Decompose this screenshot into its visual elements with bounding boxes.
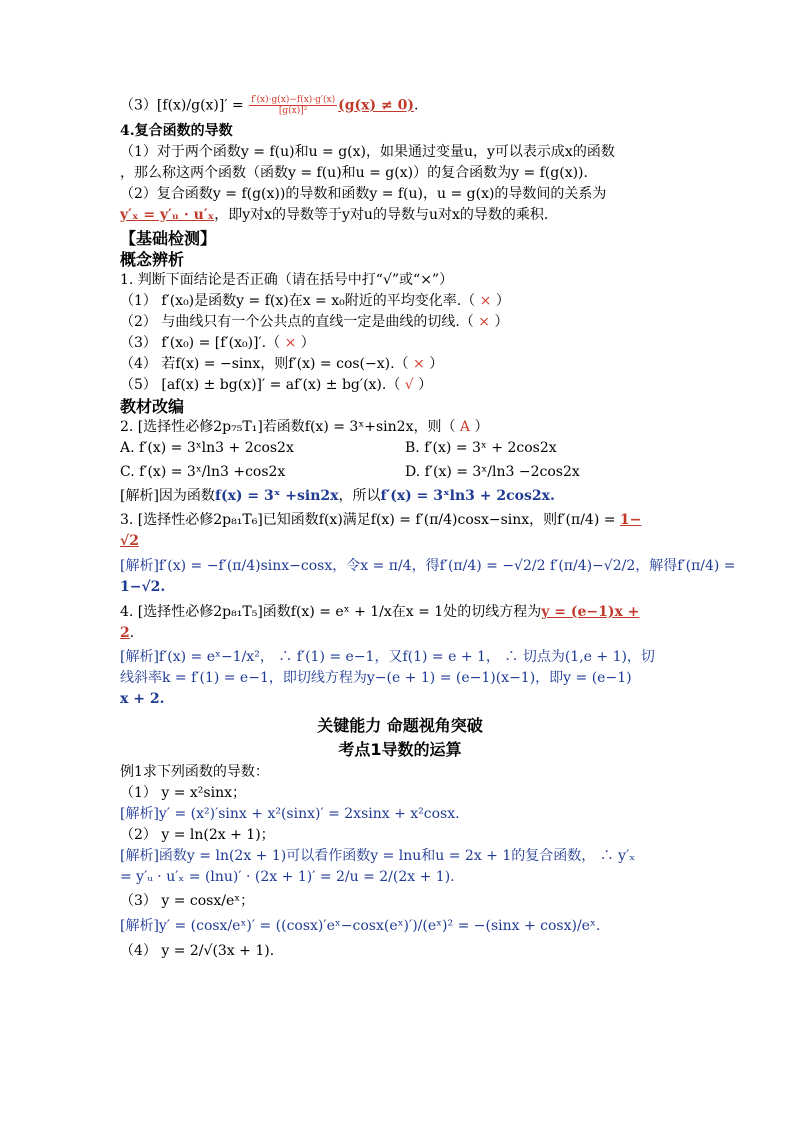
- quotient-rule-line: （3）[f(x)/g(x)]′ = $\frac{f'(x)\cdot g(x)-f(x)\cdot g'(x)}{\text{[g(x)]²}}$ (g(x) ≠ 0).: [120, 95, 419, 116]
- option-c: C. f′(x) = 3ˣ/ln3 +cos2x: [120, 463, 286, 480]
- option-b: B. f′(x) = 3ˣ + 2cos2x: [405, 439, 557, 456]
- section-heading-composite: 4.复合函数的导数: [120, 122, 233, 139]
- question-1-item-5: （5） [af(x) ± bg(x)]′ = af′(x) ± bg′(x).（ √ ）: [120, 376, 433, 393]
- question-3-solution: [解析]f′(x) = −f′(π/4)sinx−cosx，令x = π/4，得f′(π/4) = −√2/2 f′(π/4)−√2/2，解得f′(π/4) =: [120, 557, 736, 574]
- question-1-item-4: （4） 若f(x) = −sinx，则f′(x) = cos(−x).（ × ）: [120, 355, 444, 372]
- question-1-item-3: （3） f′(x₀) = [f′(x₀)]′.（ × ）: [120, 334, 315, 351]
- section-title-key-ability: 关键能力 命题视角突破: [317, 715, 483, 735]
- section-heading-basic-test: 【基础检测】: [120, 228, 217, 248]
- document-page: [120, 95, 736, 962]
- question-4: 4. [选择性必修2p₈₁T₅]函数f(x) = eˣ + 1/x在x = 1处的切线方程为y = (e−1)x +: [120, 603, 640, 620]
- question-2-options-cd: [120, 462, 680, 483]
- paragraph-composite-2b: y′ₓ = y′ᵤ · u′ₓ，即y对x的导数等于y对u的导数与u对x的导数的乘积.: [120, 206, 549, 223]
- example-1-solution-3: [解析]y′ = (cosx/eˣ)′ = ((cosx)′eˣ−cosx(eˣ)′)/(eˣ)² = −(sinx + cosx)/eˣ.: [120, 917, 601, 934]
- question-1-item-2: （2） 与曲线只有一个公共点的直线一定是曲线的切线.（ × ）: [120, 313, 509, 330]
- example-1-solution-1: [解析]y′ = (x²)′sinx + x²(sinx)′ = 2xsinx + x²cosx.: [120, 805, 460, 822]
- example-1-solution-2-cont: = y′ᵤ · u′ₓ = (lnu)′ · (2x + 1)′ = 2/u = 2/(2x + 1).: [120, 868, 455, 885]
- question-4-solution: [解析]f′(x) = eˣ−1/x²， ∴ f′(1) = e−1，又f(1) = e + 1， ∴ 切点为(1,e + 1)，切: [120, 648, 655, 665]
- question-4-answer-cont: 2.: [120, 624, 135, 641]
- question-2: 2. [选择性必修2p₇₅T₁]若函数f(x) = 3ˣ+sin2x，则（ A ）: [120, 418, 489, 435]
- example-1-item-2: （2） y = ln(2x + 1)；: [120, 826, 275, 843]
- quotient-fraction: $\frac{f'(x)\cdot g(x)-f(x)\cdot g'(x)}{\text{[g(x)]²}}$: [251, 95, 336, 116]
- question-4-solution-cont: 线斜率k = f′(1) = e−1，即切线方程为y−(e + 1) = (e−1)(x−1)，即y = (e−1): [120, 669, 632, 686]
- paragraph-composite-2: （2）复合函数y = f(g(x))的导数和函数y = f(u)，u = g(x)的导数间的关系为: [120, 185, 607, 202]
- section-title-topic-1: 考点1导数的运算: [338, 739, 462, 759]
- example-1-item-3: （3） y = cosx/eˣ；: [120, 892, 255, 909]
- section-heading-textbook: 教材改编: [120, 396, 185, 416]
- question-3-answer-cont: √2: [120, 532, 139, 549]
- option-a: A. f′(x) = 3ˣln3 + 2cos2x: [120, 439, 294, 456]
- question-3: 3. [选择性必修2p₈₁T₆]已知函数f(x)满足f(x) = f′(π/4)cosx−sinx，则f′(π/4) = 1−: [120, 511, 642, 528]
- question-2-options-ab: [120, 438, 680, 459]
- question-4-solution-cont2: x + 2.: [120, 690, 165, 707]
- question-1-item-1: （1） f′(x₀)是函数y = f(x)在x = x₀附近的平均变化率.（ × ）: [120, 292, 510, 309]
- example-1-item-1: （1） y = x²sinx；: [120, 784, 246, 801]
- example-1: 例1求下列函数的导数：: [120, 763, 269, 780]
- question-3-solution-cont: 1−√2.: [120, 578, 166, 595]
- question-2-solution: [解析]因为函数f(x) = 3ˣ +sin2x，所以f′(x) = 3ˣln3 + 2cos2x.: [120, 487, 555, 504]
- paragraph-composite-1: （1）对于两个函数y = f(u)和u = g(x)，如果通过变量u，y可以表示成x的函数: [120, 143, 615, 160]
- paragraph-composite-1b: ，那么称这两个函数（函数y = f(u)和u = g(x)）的复合函数为y = f(g(x)).: [120, 164, 588, 181]
- example-1-item-4: （4） y = 2/√(3x + 1).: [120, 942, 275, 959]
- example-1-solution-2: [解析]函数y = ln(2x + 1)可以看作函数y = lnu和u = 2x + 1的复合函数， ∴ y′ₓ: [120, 847, 636, 864]
- question-1: 1. 判断下面结论是否正确（请在括号中打“√”或“×”）: [120, 271, 454, 288]
- option-d: D. f′(x) = 3ˣ/ln3 −2cos2x: [405, 463, 580, 480]
- section-heading-concept: 概念辨析: [120, 249, 185, 269]
